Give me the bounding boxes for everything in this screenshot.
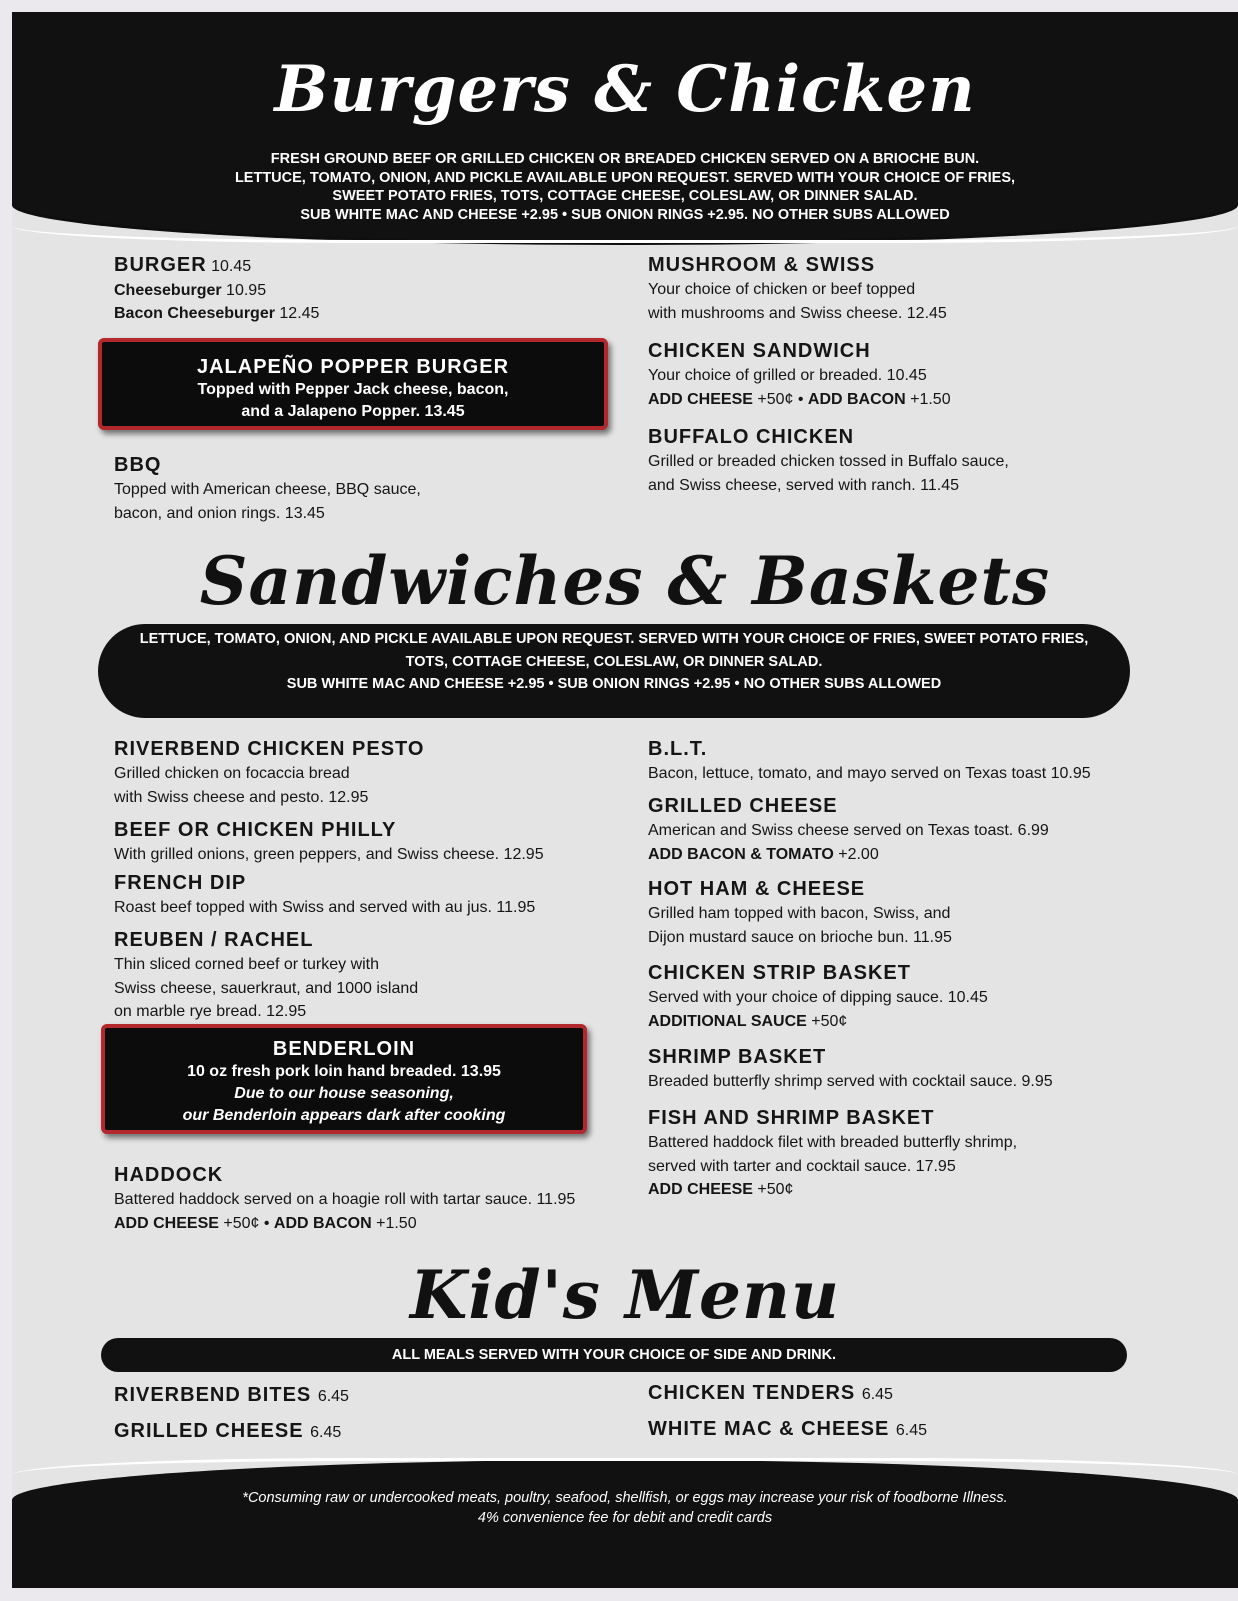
- addon-price: +50¢: [752, 1181, 794, 1198]
- item-note: Due to our house seasoning,: [234, 1085, 454, 1102]
- addon-label: ADD CHEESE: [114, 1214, 219, 1232]
- card-fee-notice: 4% convenience fee for debit and credit cards: [477, 1510, 773, 1526]
- header-divider-line: [12, 226, 1238, 243]
- item-description: with mushrooms and Swiss cheese. 12.45: [648, 304, 947, 322]
- burgers-intro-line: LETTUCE, TOMATO, ONION, AND PICKLE AVAILABLE UPON REQUEST. SERVED WITH YOUR CHOICE OF FRIES,: [234, 169, 1016, 186]
- item-variant-name: Cheeseburger: [114, 281, 222, 299]
- item-description: Your choice of chicken or beef topped: [648, 281, 916, 298]
- footer-notes: [12, 1488, 1238, 1528]
- item-name: BUFFALO CHICKEN: [648, 426, 855, 448]
- sandwiches-section-title: Sandwiches & Baskets: [199, 542, 1051, 620]
- footer-divider-line: [12, 1458, 1238, 1475]
- item-name: REUBEN / RACHEL: [114, 929, 314, 951]
- item-price: 10.45: [211, 258, 252, 275]
- item-description: Roast beef topped with Swiss and served with au jus. 11.95: [114, 899, 536, 916]
- item-name: BEEF OR CHICKEN PHILLY: [114, 819, 397, 841]
- item-name: CHICKEN STRIP BASKET: [648, 962, 911, 984]
- item-description: Dijon mustard sauce on brioche bun. 11.95: [648, 928, 952, 946]
- addon-label: ADDITIONAL SAUCE: [648, 1012, 807, 1030]
- kids-item: [114, 1420, 341, 1443]
- item-price: 6.45: [861, 1386, 893, 1403]
- item-name: HOT HAM & CHEESE: [648, 878, 866, 900]
- kids-intro-banner: ALL MEALS SERVED WITH YOUR CHOICE OF SIDE AND DRINK.: [101, 1338, 1127, 1372]
- menu-item-blt: [648, 736, 1091, 786]
- burgers-header-band: [12, 12, 1238, 242]
- sandwiches-intro-banner: [98, 624, 1130, 718]
- item-description: Served with your choice of dipping sauce. 10.45: [648, 989, 988, 1006]
- sandwiches-intro-line: TOTS, COTTAGE CHEESE, COLESLAW, OR DINNER SALAD.: [405, 653, 823, 670]
- item-name: GRILLED CHEESE: [648, 795, 838, 817]
- burgers-intro-line: FRESH GROUND BEEF OR GRILLED CHICKEN OR BREADED CHICKEN SERVED ON A BRIOCHE BUN.: [270, 151, 980, 167]
- item-description: and Swiss cheese, served with ranch. 11.45: [648, 476, 959, 494]
- item-price: 10.95: [226, 281, 267, 299]
- kids-item: [648, 1382, 893, 1405]
- item-name: JALAPEÑO POPPER BURGER: [196, 356, 510, 378]
- burgers-intro: [12, 150, 1238, 224]
- featured-jalapeno-box: [98, 338, 608, 430]
- item-description: with Swiss cheese and pesto. 12.95: [114, 788, 369, 806]
- addon-price: +2.00: [833, 845, 879, 863]
- addon-label: ADD BACON: [273, 1214, 372, 1232]
- menu-item-hot-ham: [648, 876, 952, 949]
- item-name: SHRIMP BASKET: [648, 1046, 827, 1068]
- menu-item-haddock: [114, 1162, 575, 1235]
- item-price: 6.45: [310, 1424, 342, 1441]
- item-note: our Benderloin appears dark after cooking: [182, 1107, 506, 1124]
- menu-item-reuben: [114, 927, 418, 1024]
- menu-item-buffalo-chicken: [648, 424, 1009, 497]
- item-name: RIVERBEND CHICKEN PESTO: [114, 738, 425, 760]
- item-description: bacon, and onion rings. 13.45: [114, 504, 325, 522]
- item-name: GRILLED CHEESE: [114, 1420, 304, 1442]
- item-description: With grilled onions, green peppers, and Swiss cheese. 12.95: [114, 846, 544, 863]
- item-description: Swiss cheese, sauerkraut, and 1000 island: [114, 979, 419, 997]
- item-price: 6.45: [895, 1422, 928, 1439]
- addon-price: +50¢: [806, 1012, 848, 1030]
- item-description: Grilled ham topped with bacon, Swiss, and: [648, 905, 951, 922]
- item-name: B.L.T.: [648, 738, 708, 760]
- item-name: HADDOCK: [114, 1164, 224, 1186]
- menu-page: [12, 12, 1238, 1588]
- item-price: 6.45: [317, 1388, 349, 1405]
- menu-item-bbq: [114, 452, 421, 525]
- item-name: FISH AND SHRIMP BASKET: [648, 1107, 935, 1129]
- item-price: 12.45: [279, 305, 320, 322]
- addon-label: ADD BACON: [807, 390, 906, 408]
- featured-benderloin-box: [101, 1024, 587, 1134]
- menu-item-chicken-strip-basket: [648, 960, 988, 1033]
- item-description: Your choice of grilled or breaded. 10.45: [648, 367, 927, 384]
- item-name: CHICKEN TENDERS: [648, 1382, 856, 1404]
- burgers-intro-line: SWEET POTATO FRIES, TOTS, COTTAGE CHEESE, COLESLAW, OR DINNER SALAD.: [332, 188, 918, 204]
- item-description: served with tarter and cocktail sauce. 17.95: [648, 1157, 956, 1175]
- item-name: BENDERLOIN: [272, 1038, 416, 1060]
- menu-item-french-dip: [114, 870, 535, 920]
- item-description: Thin sliced corned beef or turkey with: [114, 956, 380, 973]
- item-description: Battered haddock filet with breaded butterfly shrimp,: [648, 1134, 1018, 1151]
- item-description: Grilled chicken on focaccia bread: [114, 765, 350, 782]
- menu-item-chicken-pesto: [114, 736, 424, 809]
- kids-section-title: Kid's Menu: [410, 1256, 840, 1334]
- item-name: MUSHROOM & SWISS: [648, 254, 876, 276]
- item-description: Topped with American cheese, BBQ sauce,: [114, 481, 421, 498]
- addon-price: +50¢ •: [218, 1214, 274, 1232]
- menu-item-burger: [114, 252, 319, 326]
- item-description: and a Jalapeno Popper. 13.45: [241, 403, 465, 420]
- item-description: Battered haddock served on a hoagie roll with tartar sauce. 11.95: [114, 1191, 576, 1208]
- addon-label: ADD CHEESE: [648, 390, 753, 408]
- kids-item: [114, 1384, 349, 1407]
- kids-item: [648, 1418, 927, 1441]
- item-description: Grilled or breaded chicken tossed in Buffalo sauce,: [648, 453, 1009, 470]
- menu-item-grilled-cheese: [648, 793, 1049, 866]
- addon-price: +1.50: [905, 390, 951, 408]
- item-name: BURGER: [114, 254, 207, 276]
- burgers-intro-line: SUB WHITE MAC AND CHEESE +2.95 • SUB ONION RINGS +2.95. NO OTHER SUBS ALLOWED: [300, 206, 950, 223]
- item-description: American and Swiss cheese served on Texas toast. 6.99: [648, 822, 1049, 839]
- item-description: Breaded butterfly shrimp served with cocktail sauce. 9.95: [648, 1073, 1053, 1090]
- food-safety-disclaimer: *Consuming raw or undercooked meats, poultry, seafood, shellfish, or eggs may increase your risk of foodborne Illness.: [242, 1490, 1008, 1506]
- menu-item-mushroom-swiss: [648, 252, 947, 325]
- item-name: WHITE MAC & CHEESE: [648, 1418, 890, 1440]
- item-description: Topped with Pepper Jack cheese, bacon,: [197, 381, 509, 398]
- item-name: CHICKEN SANDWICH: [648, 340, 871, 362]
- sandwiches-intro-line: LETTUCE, TOMATO, ONION, AND PICKLE AVAILABLE UPON REQUEST. SERVED WITH YOUR CHOICE OF FRIES, SWEET POTATO FRIES,: [139, 631, 1089, 647]
- addon-price: +1.50: [371, 1214, 417, 1232]
- item-name: FRENCH DIP: [114, 872, 247, 894]
- menu-item-shrimp-basket: [648, 1044, 1053, 1094]
- menu-item-chicken-sandwich: [648, 338, 951, 411]
- menu-item-fish-shrimp-basket: [648, 1105, 1017, 1202]
- addon-label: ADD CHEESE: [648, 1181, 753, 1198]
- burgers-section-title: Burgers & Chicken: [274, 52, 976, 127]
- menu-item-philly: [114, 817, 544, 867]
- sandwiches-intro-line: SUB WHITE MAC AND CHEESE +2.95 • SUB ONION RINGS +2.95 • NO OTHER SUBS ALLOWED: [286, 676, 942, 692]
- item-description: on marble rye bread. 12.95: [114, 1003, 307, 1020]
- addon-label: ADD BACON & TOMATO: [648, 845, 834, 863]
- item-variant-name: Bacon Cheeseburger: [114, 305, 275, 322]
- item-name: RIVERBEND BITES: [114, 1384, 312, 1406]
- addon-price: +50¢ •: [752, 390, 808, 408]
- item-description: Bacon, lettuce, tomato, and mayo served on Texas toast 10.95: [648, 765, 1091, 782]
- item-name: BBQ: [114, 454, 162, 476]
- item-description: 10 oz fresh pork loin hand breaded. 13.95: [187, 1063, 501, 1080]
